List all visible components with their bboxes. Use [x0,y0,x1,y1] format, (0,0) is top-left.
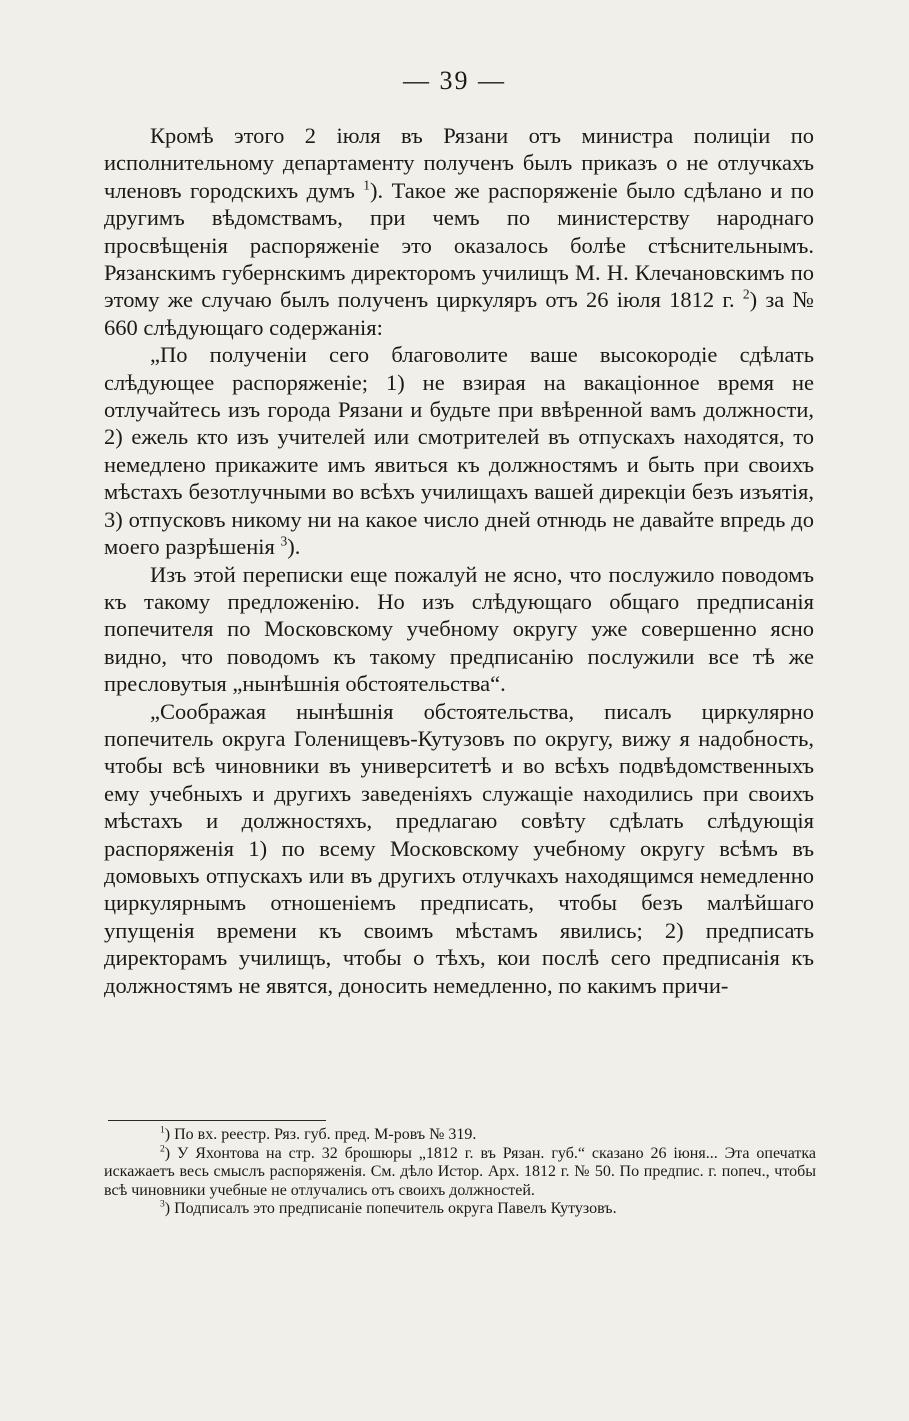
main-text [104,122,814,999]
paragraph-text: ). Такое же распоряженіе было сдѣлано и по другимъ вѣдомствамъ, при чемъ по министерству народнаго просвѣщенія распоряженіе это оказалось болѣе стѣснительнымъ. Рязанскимъ губернскимъ директоромъ училищъ М. Н. Клечановскимъ по этому же случаю былъ полученъ циркуляръ отъ 26 іюля 1812 г. [104,177,815,313]
paragraph-text: ). [287,534,301,560]
paragraph-text: ) за № 660 слѣдующаго содержанія: [104,287,814,340]
footnote [104,1200,816,1219]
paragraph-text: „По полученіи сего благоволите ваше высокородіе сдѣлать слѣдующее распоряженіе; 1) не взирая на вакаціонное время не отлучайтесь изъ города Рязани и будьте при ввѣренной вамъ должности, 2) ежель кто изъ учителей или смотрителей въ отпускахъ находятся, то немедлено прикажите имъ явиться къ должностямъ и быть при своихъ мѣстахъ безотлучными во всѣхъ училищахъ вашей дирекціи безъ изъятія, 3) отпусковъ никому ни на какое число дней отнюдь не давайте впредь до моего разрѣшенія [104,342,814,560]
footnote [104,1145,816,1201]
paragraph [104,341,814,560]
footnotes [104,1126,816,1219]
paragraph-text: Изъ этой переписки еще пожалуй не ясно, что послужило поводомъ къ такому предложенію. Но изъ слѣдующаго общаго предписанія попечителя по Московскому учебному округу уже совершенно ясно видно, что поводомъ къ такому предписанію послужили все тѣ же пресловутыя „нынѣшнія обстоятельства“. [104,561,814,697]
footnote-divider [108,1120,326,1121]
footnote-ref: 1 [363,177,371,193]
page-number: — 39 — [403,66,506,95]
footnote-ref: 2 [742,286,750,302]
paragraph-text: Кромѣ этого 2 іюля въ Рязани отъ министра полиціи по исполнительному департаменту полученъ былъ приказъ о не отлучкахъ членовъ городскихъ думъ [104,123,814,203]
footnote-text: ) По вх. реестр. Ряз. губ. пред. М-ровъ № 319. [164,1126,477,1143]
paragraph [104,122,814,341]
footnote-text: ) У Яхонтова на стр. 32 брошюры „1812 г. въ Рязан. губ.“ сказано 26 іюня... Эта опечатка искажаетъ весь смыслъ распоряженія. См. дѣло Истор. Арх. 1812 г. № 50. По предпис. г. попеч., чтобы всѣ чиновники учебные не отлучались отъ своихъ должностей. [104,1144,816,1199]
paragraph-text: „Соображая нынѣшнія обстоятельства, писалъ циркулярно попечитель округа Голенищевъ-Кутузовъ по округу, вижу я надобность, чтобы всѣ чиновники въ университетѣ и во всѣхъ подвѣдомственныхъ ему учебныхъ и другихъ заведеніяхъ служащіе находились при своихъ мѣстахъ и должностяхъ, предлагаю совѣту сдѣлать слѣдующія распоряженія 1) по всему Московскому учебному округу всѣмъ въ домовыхъ отпускахъ или въ другихъ отлучкахъ находящимся немедленно циркулярнымъ отношеніемъ предписать, чтобы безъ малѣйшаго упущенія времени къ своимъ мѣстамъ явились; 2) предписать директорамъ училищъ, чтобы о тѣхъ, кои послѣ сего предписанія къ должностямъ не явятся, доносить немедленно, по какимъ причи- [104,698,814,998]
footnote [104,1126,816,1145]
footnote-mark: 1 [160,1124,165,1136]
footnote-text: ) Подписалъ это предписаніе попечитель округа Павелъ Кутузовъ. [164,1200,617,1218]
footnote-mark: 2 [160,1143,165,1155]
paragraph [104,698,814,999]
paragraph [104,561,814,698]
footnote-ref: 3 [280,533,288,549]
footnote-mark: 3 [160,1199,165,1211]
